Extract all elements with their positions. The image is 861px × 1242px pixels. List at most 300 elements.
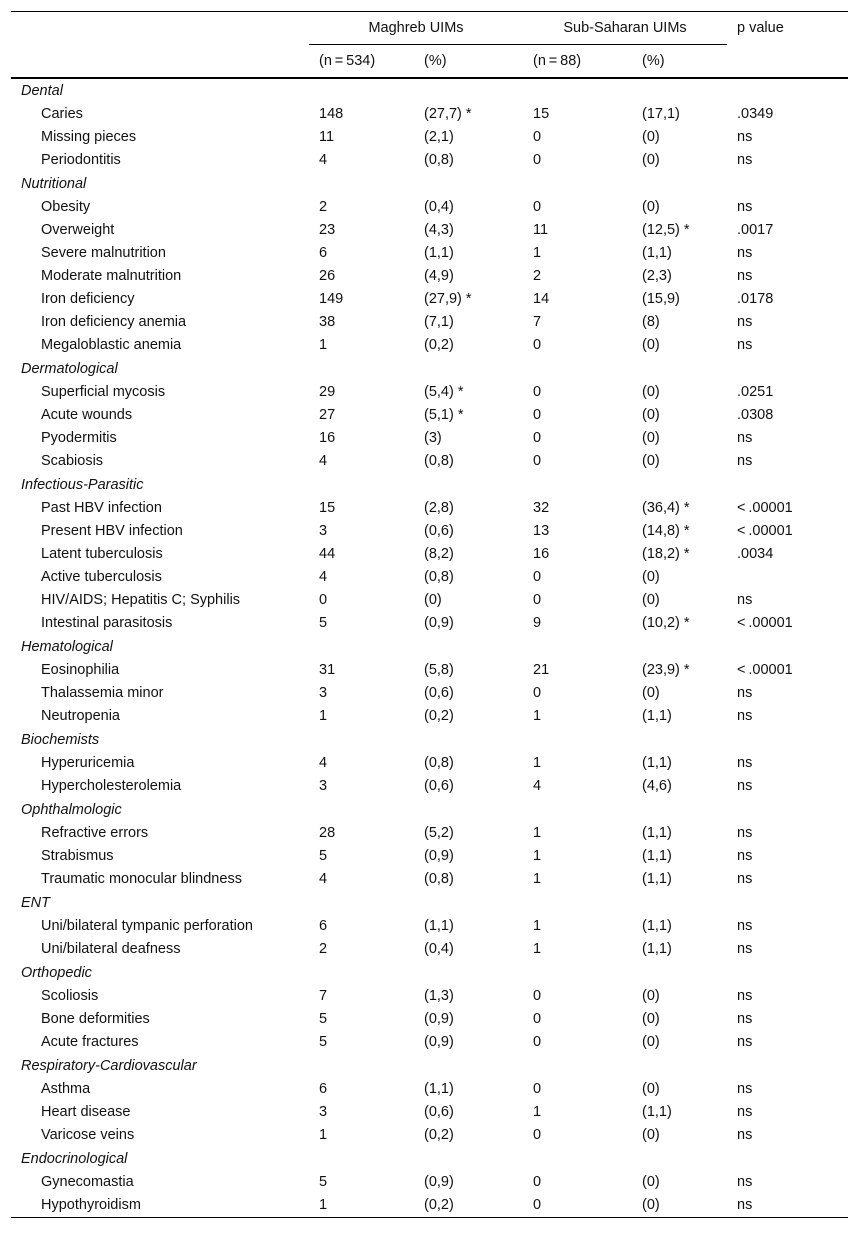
condition-label: Asthma [41,1081,91,1097]
sub-saharan-percent: (0) [642,592,660,608]
table-row [11,566,848,589]
header-sub-saharan-n: (n = 88) [523,45,632,79]
maghreb-count: 15 [319,500,336,516]
sub-saharan-count: 0 [533,129,542,145]
p-value: ns [737,988,753,1004]
sub-saharan-percent: (0) [632,1194,727,1218]
category-row [11,172,848,196]
condition-label: Heart disease [41,1104,131,1120]
category-row [11,728,848,752]
p-value: ns [737,708,753,724]
condition-label: Iron deficiency [41,291,135,307]
condition-label: Superficial mycosis [41,384,166,400]
sub-saharan-percent: (0) [642,685,660,701]
sub-saharan-percent: (0) [642,199,660,215]
p-value: ns [737,592,753,608]
p-value: ns [737,453,753,469]
maghreb-percent: (7,1) [424,314,454,330]
p-value: ns [737,1127,753,1143]
maghreb-percent: (2,8) [424,500,454,516]
header-sub-saharan-pct: (%) [632,45,727,79]
maghreb-count: 27 [319,407,336,423]
sub-saharan-count: 15 [533,106,550,122]
p-value: ns [737,918,753,934]
maghreb-percent: (1,1) [424,1081,454,1097]
table-row [11,126,848,149]
maghreb-count: 4 [319,755,328,771]
sub-saharan-percent: (0) [642,430,660,446]
sub-saharan-count: 0 [533,685,542,701]
maghreb-percent: (5,8) [424,662,454,678]
maghreb-percent: (4,9) [424,268,454,284]
maghreb-percent: (0,8) [424,152,454,168]
category-row [11,78,848,103]
header-sub-saharan: Sub-Saharan UIMs [523,12,727,45]
table-row [11,196,848,219]
sub-saharan-count: 1 [533,708,542,724]
maghreb-percent: (0,2) [424,337,454,353]
sub-saharan-percent: (0) [642,988,660,1004]
table-header [11,12,848,79]
sub-saharan-count: 0 [533,407,542,423]
table-row [11,1031,848,1054]
category-row [11,1147,848,1171]
category-label: Dental [21,83,63,99]
condition-label: Traumatic monocular blindness [41,871,242,887]
sub-saharan-percent: (0) [642,569,660,585]
maghreb-count: 3 [319,1104,328,1120]
table-row [11,845,848,868]
p-value: ns [737,848,753,864]
sub-saharan-percent: (0) [642,1034,660,1050]
condition-label: Eosinophilia [41,662,120,678]
condition-label: Acute wounds [41,407,133,423]
maghreb-percent: (0,2) [424,708,454,724]
p-value: ns [737,1081,753,1097]
maghreb-count: 1 [319,337,328,353]
condition-label: Caries [41,106,83,122]
sub-saharan-count: 1 [533,1104,542,1120]
sub-saharan-count: 0 [533,384,542,400]
condition-label: Megaloblastic anemia [41,337,182,353]
category-row [11,961,848,985]
maghreb-percent: (5,1) * [424,407,464,423]
maghreb-count: 2 [319,199,328,215]
sub-saharan-percent: (0) [642,129,660,145]
sub-saharan-percent: (0) [642,1011,660,1027]
sub-saharan-percent: (23,9) * [642,662,690,678]
maghreb-percent: (0,9) [424,1174,454,1190]
sub-saharan-percent: (18,2) * [642,546,690,562]
header-blank-2 [11,45,309,79]
table-row [11,752,848,775]
p-value: ns [737,685,753,701]
condition-label: Acute fractures [41,1034,139,1050]
maghreb-percent: (5,2) [424,825,454,841]
maghreb-count: 5 [319,848,328,864]
maghreb-percent: (0) [424,592,442,608]
sub-saharan-count: 0 [533,1081,542,1097]
sub-saharan-percent: (1,1) [642,825,672,841]
table-row [11,311,848,334]
maghreb-percent: (0,8) [424,453,454,469]
p-value: ns [737,430,753,446]
sub-saharan-count: 0 [533,1034,542,1050]
condition-label: Bone deformities [41,1011,150,1027]
category-label: ENT [21,895,50,911]
maghreb-count: 5 [319,1034,328,1050]
sub-saharan-percent: (36,4) * [642,500,690,516]
category-row [11,635,848,659]
header-blank [11,12,309,45]
table-row [11,497,848,520]
table-row [11,219,848,242]
condition-label: Past HBV infection [41,500,162,516]
sub-saharan-percent: (1,1) [642,245,672,261]
condition-label: Moderate malnutrition [41,268,182,284]
maghreb-percent: (5,4) * [424,384,464,400]
p-value: ns [737,314,753,330]
sub-saharan-percent: (1,1) [642,941,672,957]
category-label: Orthopedic [21,965,92,981]
results-table [11,11,848,1218]
maghreb-percent: (0,4) [424,941,454,957]
header-maghreb: Maghreb UIMs [309,12,523,45]
sub-saharan-percent: (0) [642,1174,660,1190]
maghreb-count: 4 [319,871,328,887]
category-row [11,798,848,822]
condition-label: Missing pieces [41,129,137,145]
maghreb-percent: (0,4) [424,199,454,215]
p-value: < .00001 [737,500,793,516]
p-value: ns [737,337,753,353]
maghreb-percent: (0,6) [424,523,454,539]
maghreb-percent: (0,8) [424,871,454,887]
p-value: ns [737,778,753,794]
category-label: Endocrinological [21,1151,128,1167]
p-value: ns [737,1174,753,1190]
condition-label: Present HBV infection [41,523,183,539]
maghreb-percent: (0,9) [424,615,454,631]
table-row [11,1171,848,1194]
category-label: Dermatological [21,361,118,377]
maghreb-count: 11 [319,129,335,145]
sub-saharan-percent: (0) [642,407,660,423]
sub-saharan-count: 0 [523,1194,632,1218]
sub-saharan-percent: (4,6) [642,778,672,794]
sub-saharan-count: 0 [533,569,542,585]
sub-saharan-count: 0 [533,1127,542,1143]
p-value: ns [737,129,753,145]
sub-saharan-count: 13 [533,523,550,539]
p-value: ns [737,1104,753,1120]
maghreb-count: 4 [319,453,328,469]
condition-label: Obesity [41,199,91,215]
table-row [11,543,848,566]
category-row [11,473,848,497]
sub-saharan-count: 1 [533,245,542,261]
table-row [11,1194,848,1218]
maghreb-percent: (0,6) [424,778,454,794]
p-value: ns [727,1194,848,1218]
table-row [11,659,848,682]
sub-saharan-count: 1 [533,918,542,934]
sub-saharan-percent: (1,1) [642,755,672,771]
table-row [11,381,848,404]
table-body [11,78,848,1218]
maghreb-count: 1 [309,1194,414,1218]
condition-label: Active tuberculosis [41,569,162,585]
maghreb-count: 6 [319,1081,328,1097]
p-value: ns [737,871,753,887]
maghreb-count: 4 [319,152,328,168]
table-row [11,288,848,311]
table-row [11,1008,848,1031]
p-value: ns [737,152,753,168]
maghreb-percent: (27,9) * [424,291,472,307]
sub-saharan-count: 1 [533,825,542,841]
category-label: Respiratory-Cardiovascular [21,1058,197,1074]
maghreb-count: 2 [319,941,328,957]
p-value [727,566,848,589]
sub-saharan-count: 0 [533,337,542,353]
table-row [11,404,848,427]
table-row [11,985,848,1008]
condition-label: Hypercholesterolemia [41,778,182,794]
p-value: .0178 [737,291,774,307]
condition-label: Gynecomastia [41,1174,134,1190]
sub-saharan-count: 7 [533,314,542,330]
header-maghreb-pct: (%) [414,45,523,79]
table-row [11,612,848,635]
table-row [11,1124,848,1147]
table-row [11,589,848,612]
maghreb-count: 5 [319,1011,328,1027]
sub-saharan-count: 9 [533,615,542,631]
maghreb-count: 148 [319,106,344,122]
sub-saharan-count: 2 [533,268,542,284]
p-value: ns [737,1011,753,1027]
sub-saharan-count: 11 [533,222,549,238]
table-row [11,149,848,172]
p-value: ns [737,268,753,284]
sub-saharan-percent: (1,1) [642,1104,672,1120]
header-maghreb-n: (n = 534) [309,45,414,79]
maghreb-count: 1 [319,708,328,724]
condition-label: Scabiosis [41,453,104,469]
sub-saharan-count: 21 [533,662,550,678]
maghreb-percent: (3) [424,430,442,446]
sub-saharan-percent: (0) [642,337,660,353]
table-row [11,682,848,705]
maghreb-percent: (1,1) [424,245,454,261]
sub-saharan-percent: (12,5) * [642,222,690,238]
maghreb-count: 3 [319,523,328,539]
maghreb-percent: (0,9) [424,848,454,864]
maghreb-percent: (0,2) [414,1194,523,1218]
condition-label: Hyperuricemia [41,755,135,771]
maghreb-percent: (8,2) [424,546,454,562]
sub-saharan-count: 0 [533,453,542,469]
maghreb-percent: (0,9) [424,1011,454,1027]
table-row [11,822,848,845]
table-row [11,427,848,450]
p-value: ns [737,825,753,841]
maghreb-count: 3 [319,685,328,701]
sub-saharan-percent: (8) [642,314,660,330]
category-label: Ophthalmologic [21,802,122,818]
maghreb-count: 3 [319,778,328,794]
sub-saharan-percent: (0) [642,384,660,400]
maghreb-percent: (2,1) [424,129,454,145]
maghreb-percent: (0,6) [424,1104,454,1120]
maghreb-count: 16 [319,430,336,446]
table-row [11,265,848,288]
p-value: .0251 [737,384,774,400]
condition-label: Thalassemia minor [41,685,164,701]
sub-saharan-count: 1 [533,941,542,957]
condition-label: Uni/bilateral tympanic perforation [41,918,253,934]
sub-saharan-percent: (15,9) [642,291,680,307]
maghreb-count: 6 [319,245,328,261]
table-row [11,1078,848,1101]
sub-saharan-percent: (0) [642,1127,660,1143]
header-p-value: p value [727,12,848,45]
maghreb-count: 0 [319,592,328,608]
sub-saharan-percent: (0) [642,152,660,168]
condition-label: Intestinal parasitosis [41,615,173,631]
sub-saharan-count: 1 [533,848,542,864]
table-row [11,450,848,473]
maghreb-percent: (27,7) * [424,106,472,122]
maghreb-count: 5 [319,615,328,631]
condition-label: Latent tuberculosis [41,546,163,562]
maghreb-percent: (0,8) [424,569,454,585]
sub-saharan-count: 0 [533,988,542,1004]
maghreb-count: 38 [319,314,336,330]
maghreb-count: 4 [319,569,328,585]
sub-saharan-percent: (0) [642,1081,660,1097]
sub-saharan-percent: (1,1) [642,871,672,887]
maghreb-percent: (1,1) [424,918,454,934]
maghreb-percent: (1,3) [424,988,454,1004]
condition-label: HIV/AIDS; Hepatitis C; Syphilis [41,592,241,608]
p-value: .0017 [737,222,774,238]
maghreb-count: 31 [319,662,336,678]
category-row [11,891,848,915]
sub-saharan-percent: (1,1) [642,848,672,864]
maghreb-count: 29 [319,384,336,400]
maghreb-count: 23 [319,222,336,238]
p-value: ns [737,1034,753,1050]
table-row [11,334,848,357]
condition-label: Strabismus [41,848,114,864]
sub-saharan-percent: (1,1) [642,918,672,934]
table-row [11,775,848,798]
sub-saharan-percent: (2,3) [642,268,672,284]
maghreb-percent: (0,8) [424,755,454,771]
maghreb-count: 28 [319,825,336,841]
maghreb-count: 5 [319,1174,328,1190]
maghreb-percent: (4,3) [424,222,454,238]
table-row [11,868,848,891]
sub-saharan-count: 16 [533,546,550,562]
header-blank-3 [727,45,848,79]
p-value: .0034 [737,546,774,562]
maghreb-count: 1 [319,1127,328,1143]
category-label: Infectious-Parasitic [21,477,144,493]
maghreb-percent: (0,6) [424,685,454,701]
p-value: < .00001 [737,523,793,539]
condition-label: Iron deficiency anemia [41,314,187,330]
maghreb-percent: (0,9) [424,1034,454,1050]
p-value: ns [737,199,753,215]
table-row [11,520,848,543]
condition-label: Severe malnutrition [41,245,166,261]
sub-saharan-percent: (1,1) [642,708,672,724]
condition-label: Neutropenia [41,708,120,724]
table-row [11,1101,848,1124]
maghreb-count: 26 [319,268,336,284]
category-label: Nutritional [21,176,87,192]
p-value: ns [737,755,753,771]
category-label: Hematological [21,639,113,655]
maghreb-count: 44 [319,546,336,562]
condition-label: Periodontitis [41,152,121,168]
sub-saharan-count: 0 [533,1174,542,1190]
maghreb-count: 7 [319,988,328,1004]
p-value: < .00001 [737,615,793,631]
results-table-container [11,11,848,1218]
p-value: .0349 [737,106,774,122]
p-value: < .00001 [737,662,793,678]
sub-saharan-percent: (14,8) * [642,523,690,539]
p-value: .0308 [737,407,774,423]
sub-saharan-count: 0 [533,199,542,215]
condition-label: Hypothyroidism [11,1194,309,1218]
sub-saharan-count: 32 [533,500,550,516]
maghreb-percent: (0,2) [424,1127,454,1143]
sub-saharan-count: 0 [533,1011,542,1027]
condition-label: Varicose veins [41,1127,135,1143]
sub-saharan-count: 0 [533,430,542,446]
maghreb-count: 6 [319,918,328,934]
sub-saharan-percent: (17,1) [642,106,680,122]
table-row [11,242,848,265]
table-row [11,705,848,728]
sub-saharan-percent: (10,2) * [642,615,690,631]
table-row [11,103,848,126]
p-value: ns [737,245,753,261]
condition-label: Overweight [41,222,115,238]
category-row [11,357,848,381]
sub-saharan-count: 1 [533,755,542,771]
sub-saharan-count: 1 [533,871,542,887]
condition-label: Pyodermitis [41,430,117,446]
category-label: Biochemists [21,732,100,748]
condition-label: Uni/bilateral deafness [41,941,181,957]
table-row [11,938,848,961]
sub-saharan-percent: (0) [642,453,660,469]
sub-saharan-count: 0 [533,592,542,608]
table-row [11,915,848,938]
condition-label: Refractive errors [41,825,149,841]
sub-saharan-count: 4 [533,778,542,794]
p-value: ns [737,941,753,957]
sub-saharan-count: 0 [533,152,542,168]
condition-label: Scoliosis [41,988,99,1004]
sub-saharan-count: 14 [533,291,550,307]
